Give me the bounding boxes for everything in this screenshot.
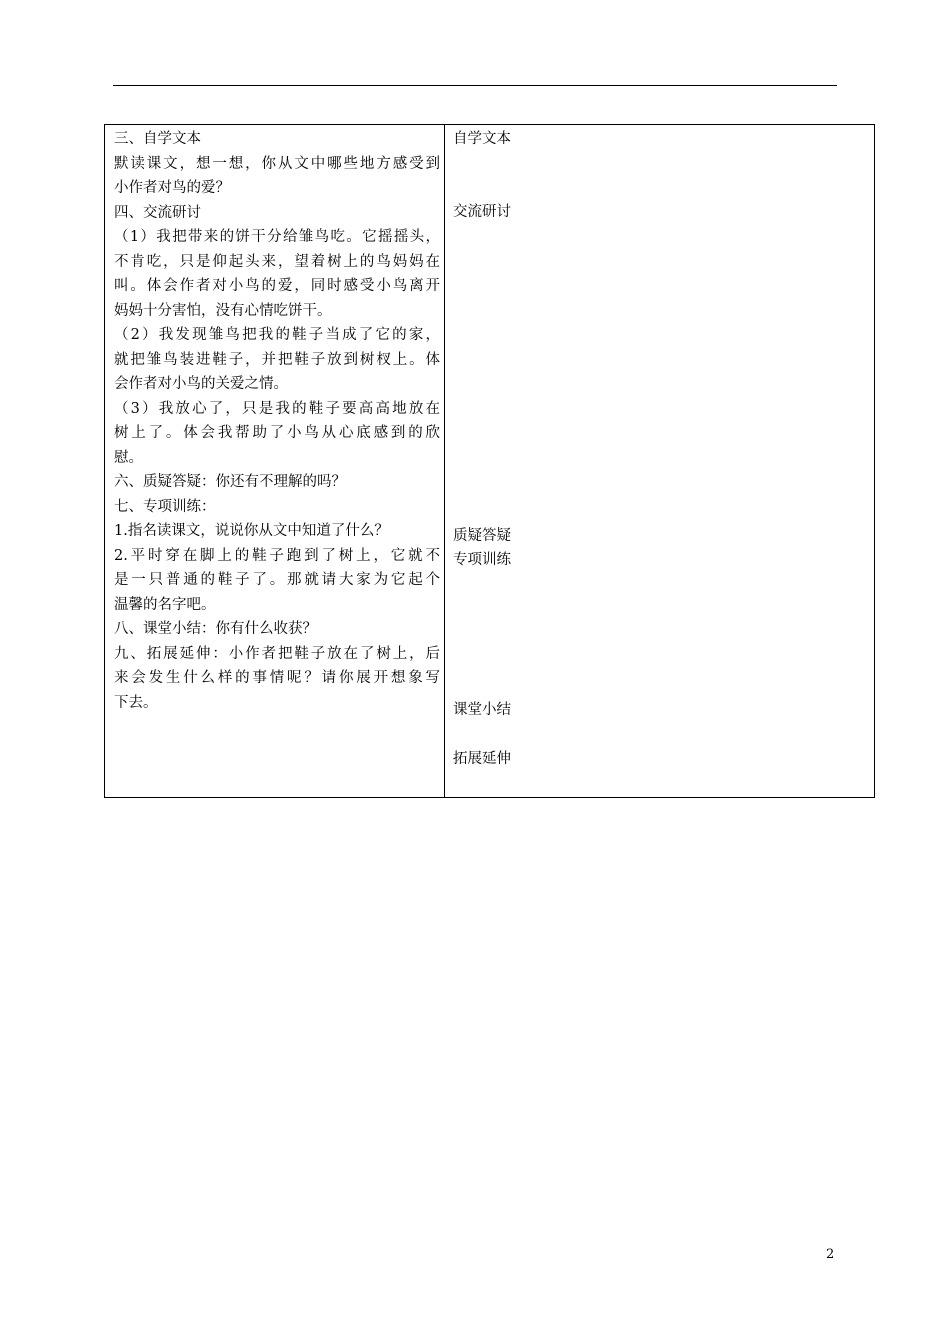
text-line: 叫。体会作者对小鸟的爱，同时感受小鸟离开: [114, 278, 440, 294]
label-training: 专项训练: [453, 552, 511, 568]
text-line: 慰。: [114, 449, 143, 466]
text-line: 就把雏鸟装进鞋子，并把鞋子放到树杈上。体: [114, 351, 440, 368]
text-line: （3）我放心了，只是我的鞋子要高高地放在: [114, 400, 440, 417]
text-line: 1.指名读课文，说说你从文中知道了什么？: [114, 523, 389, 539]
text-line: （2）我发现雏鸟把我的鞋子当成了它的家，: [114, 327, 440, 343]
text-line: 树上了。体会我帮助了小鸟从心底感到的欣: [114, 425, 440, 441]
label-extension: 拓展延伸: [453, 751, 511, 767]
text-line: 温馨的名字吧。: [114, 596, 216, 613]
label-self-study: 自学文本: [453, 131, 511, 147]
text-line: 是一只普通的鞋子了。那就请大家为它起个: [114, 572, 440, 588]
label-discussion: 交流研讨: [453, 204, 511, 220]
section-heading: 六、质疑答疑：你还有不理解的吗？: [114, 474, 346, 490]
text-line: （1）我把带来的饼干分给雏鸟吃。它摇摇头，: [114, 229, 440, 245]
section-heading: 三、自学文本: [114, 131, 201, 147]
page-number: 2: [826, 1247, 835, 1262]
text-line: 不肯吃，只是仰起头来，望着树上的鸟妈妈在: [114, 253, 440, 270]
text-line: 会作者对小鸟的关爱之情。: [114, 376, 288, 392]
text-line: 2.平时穿在脚上的鞋子跑到了树上，它就不: [114, 547, 440, 564]
lesson-plan-table: [104, 124, 875, 798]
text-line: 默读课文，想一想，你从文中哪些地方感受到: [114, 155, 440, 172]
label-questions: 质疑答疑: [453, 528, 511, 544]
section-heading: 八、课堂小结：你有什么收获？: [114, 621, 317, 637]
teaching-process-column: [114, 127, 440, 715]
design-intent-column: [453, 125, 853, 797]
section-heading: 九、拓展延伸：小作者把鞋子放在了树上，后: [114, 645, 440, 662]
header-rule: [113, 85, 837, 86]
text-line: 妈妈十分害怕，没有心情吃饼干。: [114, 302, 332, 319]
section-heading: 七、专项训练：: [114, 498, 216, 515]
label-summary: 课堂小结: [453, 702, 511, 718]
text-line: 下去。: [114, 694, 158, 711]
section-heading: 四、交流研讨: [114, 204, 201, 221]
column-divider: [444, 125, 445, 797]
text-line: 小作者对鸟的爱？: [114, 180, 230, 196]
text-line: 来会发生什么样的事情呢？请你展开想象写: [114, 670, 440, 686]
